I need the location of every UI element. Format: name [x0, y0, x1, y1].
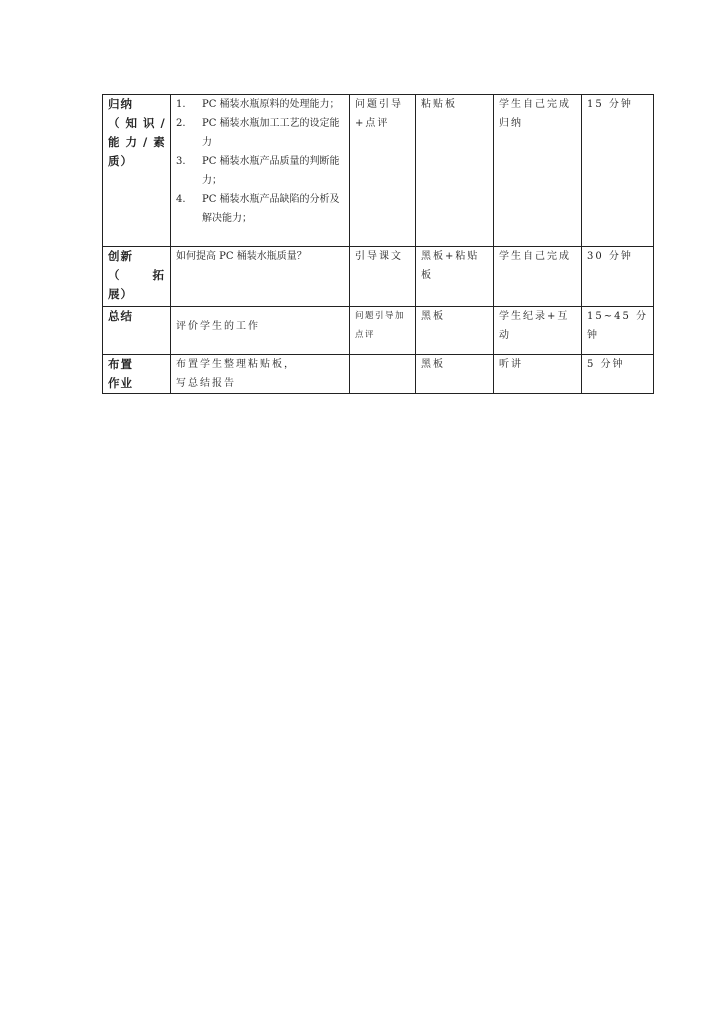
item-number: 3. — [176, 156, 186, 167]
content-list — [176, 95, 344, 228]
time-cell: 15 分钟 — [582, 95, 654, 247]
item-number: 4. — [176, 194, 186, 205]
table-row — [103, 247, 654, 307]
stage-line: 展） — [108, 287, 133, 301]
item-text: PC 桶装水瓶产品缺陷的分析及解决能力； — [202, 194, 340, 224]
stage-line: 归纳 — [108, 97, 133, 111]
item-text: PC 桶装水瓶产品质量的判断能力； — [202, 156, 340, 186]
lesson-plan-table — [102, 94, 654, 394]
table-row — [103, 355, 654, 394]
stage-line: 质） — [108, 154, 133, 168]
content-cell — [171, 95, 350, 247]
stage-cell — [103, 247, 171, 307]
stage-line: （ 知 识 / — [108, 116, 166, 130]
media-cell: 黑板 — [416, 355, 494, 394]
activity-cell: 学生纪录+互动 — [494, 307, 582, 355]
method-cell: 问题引导+点评 — [350, 95, 416, 247]
method-cell: 问题引导加点评 — [350, 307, 416, 355]
stage-cell: 总结 — [103, 307, 171, 355]
activity-cell: 学生自己完成归纳 — [494, 95, 582, 247]
list-item — [176, 95, 344, 114]
time-cell: 15~45 分钟 — [582, 307, 654, 355]
time-cell: 30 分钟 — [582, 247, 654, 307]
method-cell — [350, 355, 416, 394]
stage-cell — [103, 95, 171, 247]
list-item — [176, 152, 344, 190]
method-cell: 引导课文 — [350, 247, 416, 307]
media-cell: 粘贴板 — [416, 95, 494, 247]
stage-line: 创新 — [108, 249, 133, 263]
content-line: 写总结报告 — [176, 378, 236, 389]
stage-line: （ 拓 — [108, 268, 165, 282]
media-cell: 黑板+粘贴板 — [416, 247, 494, 307]
list-item — [176, 190, 344, 228]
time-cell: 5 分钟 — [582, 355, 654, 394]
stage-line: 布置 — [108, 357, 133, 371]
stage-line: 能 力 / 素 — [108, 135, 166, 149]
item-number: 1. — [176, 99, 186, 110]
activity-cell: 听讲 — [494, 355, 582, 394]
item-number: 2. — [176, 118, 186, 129]
item-text: PC 桶装水瓶原料的处理能力； — [202, 99, 340, 110]
stage-line: 作业 — [108, 376, 133, 390]
table-row — [103, 95, 654, 247]
table-row — [103, 307, 654, 355]
item-text: PC 桶装水瓶加工工艺的设定能力 — [202, 118, 340, 148]
content-line: 布置学生整理粘贴板， — [176, 359, 296, 370]
stage-cell — [103, 355, 171, 394]
list-item — [176, 114, 344, 152]
content-cell — [171, 355, 350, 394]
content-cell: 评价学生的工作 — [171, 307, 350, 355]
media-cell: 黑板 — [416, 307, 494, 355]
content-cell: 如何提高 PC 桶装水瓶质量？ — [171, 247, 350, 307]
activity-cell: 学生自己完成 — [494, 247, 582, 307]
